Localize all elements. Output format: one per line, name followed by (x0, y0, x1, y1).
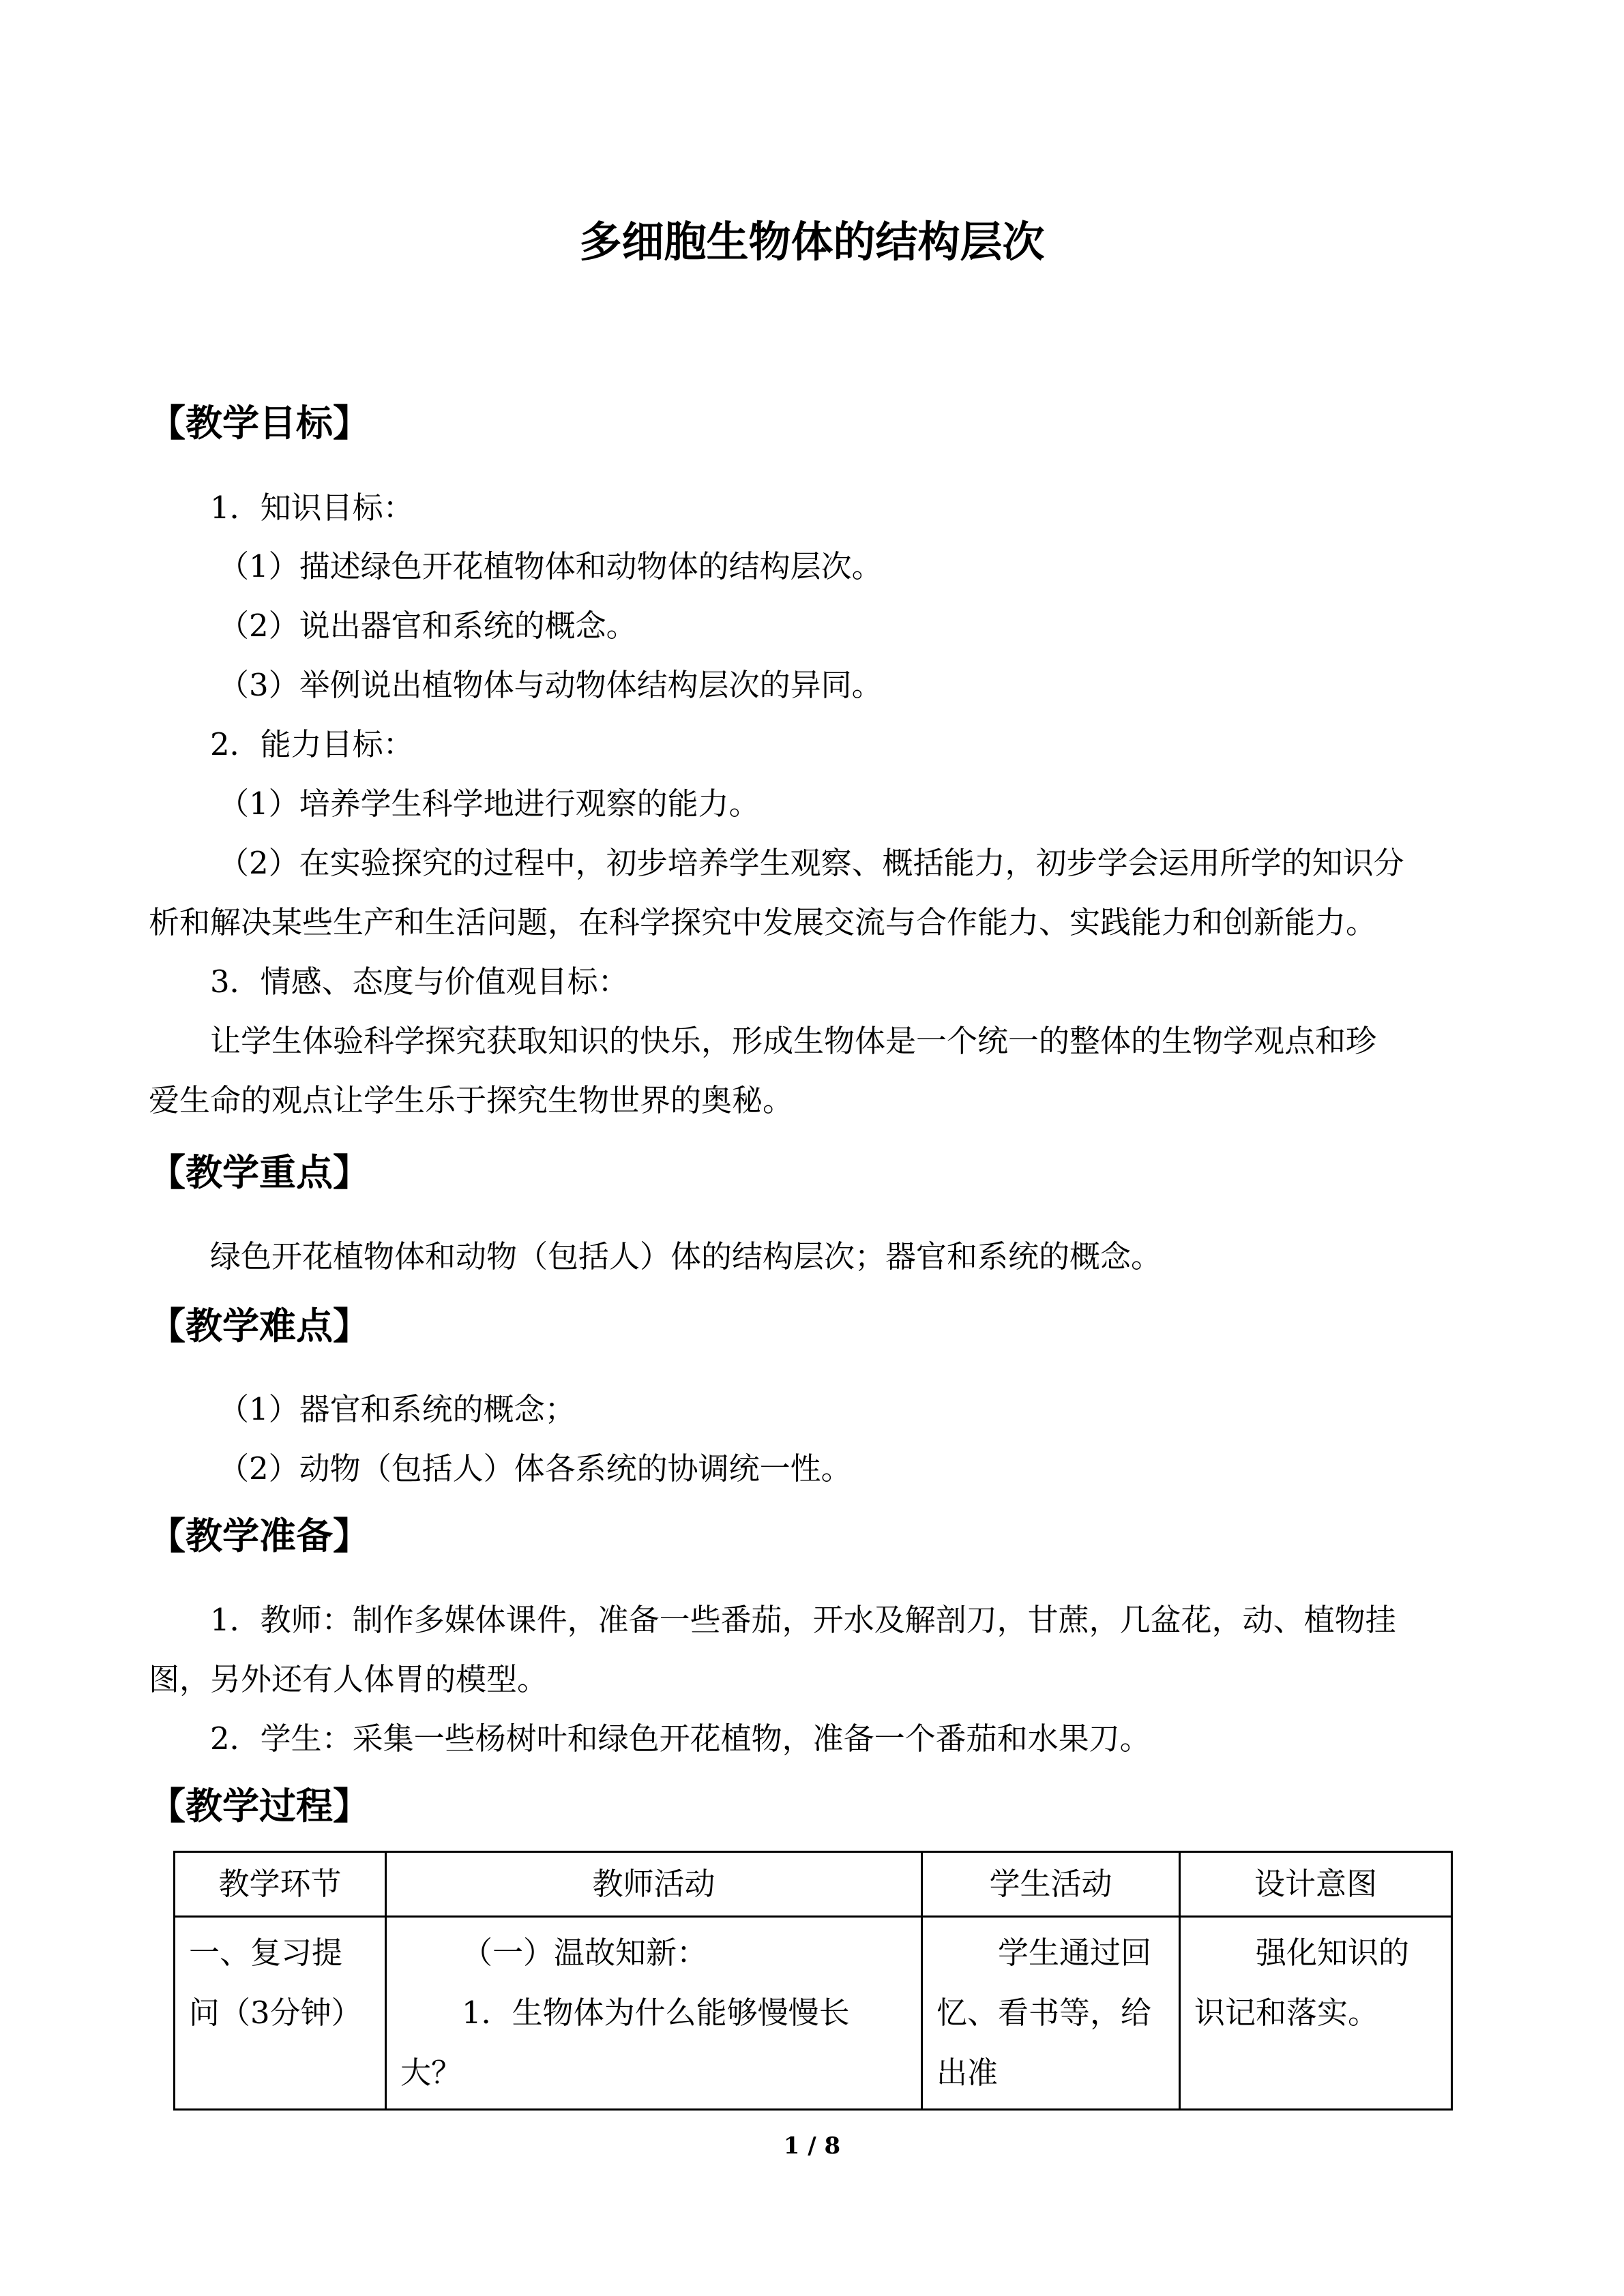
ability-goal-2-line2: 析和解决某些生产和生活问题，在科学探究中发展交流与合作能力、实践能力和创新能力。 (149, 904, 1377, 940)
preparation-teacher-line2: 图，另外还有人体胃的模型。 (149, 1661, 548, 1697)
heading-objectives: 【教学目标】 (149, 402, 370, 445)
emotion-goal-title: 3．情感、态度与价值观目标： (210, 964, 629, 1000)
cell-student-activity (922, 1917, 1180, 2110)
page-number: 1 / 8 (783, 2132, 841, 2160)
cell-teacher-activity (386, 1917, 922, 2110)
page-title: 多细胞生物体的结构层次 (579, 217, 1045, 267)
header-teacher-activity: 教师活动 (386, 1852, 922, 1917)
emotion-goal-line1: 让学生体验科学探究获取知识的快乐，形成生物体是一个统一的整体的生物学观点和珍 (210, 1023, 1377, 1059)
heading-preparation: 【教学准备】 (149, 1515, 370, 1557)
stage-text: 一、复习提问（3分钟） (189, 1935, 362, 2031)
difficulty-1: （1）器官和系统的概念； (218, 1391, 576, 1427)
table-header-row (175, 1852, 1452, 1917)
ability-goal-2-line1: （2）在实验探究的过程中，初步培养学生观察、概括能力，初步学会运用所学的知识分 (218, 845, 1404, 881)
heading-difficulties: 【教学难点】 (149, 1304, 370, 1347)
header-student-activity: 学生活动 (922, 1852, 1180, 1917)
cell-stage (175, 1917, 386, 2110)
preparation-teacher-line1: 1．教师：制作多媒体课件，准备一些番茄，开水及解剖刀，甘蔗，几盆花，动、植物挂 (210, 1602, 1396, 1638)
teacher-activity-line2: 1．生物体为什么能够慢慢长大？ (400, 1995, 850, 2091)
table-row (175, 1917, 1452, 2110)
design-intent-text: 强化知识的识记和落实。 (1194, 1935, 1410, 2031)
knowledge-goal-title: 1．知识目标： (210, 490, 414, 526)
difficulty-2: （2）动物（包括人）体各系统的协调统一性。 (218, 1450, 852, 1487)
key-points-text: 绿色开花植物体和动物（包括人）体的结构层次；器官和系统的概念。 (210, 1238, 1162, 1274)
knowledge-goal-1: （1）描述绿色开花植物体和动物体的结构层次。 (218, 548, 883, 584)
header-stage: 教学环节 (175, 1852, 386, 1917)
teacher-activity-line1: （一）温故知新： (462, 1935, 708, 1971)
student-activity-text: 学生通过回忆、看书等，给出准 (936, 1935, 1152, 2091)
heading-process: 【教学过程】 (149, 1785, 370, 1828)
emotion-goal-line2: 爱生命的观点让学生乐于探究生物世界的奥秘。 (149, 1082, 794, 1118)
ability-goal-title: 2．能力目标： (210, 726, 414, 762)
ability-goal-1: （1）培养学生科学地进行观察的能力。 (218, 786, 760, 822)
header-design-intent: 设计意图 (1180, 1852, 1452, 1917)
preparation-student: 2．学生：采集一些杨树叶和绿色开花植物，准备一个番茄和水果刀。 (210, 1720, 1151, 1757)
knowledge-goal-2: （2）说出器官和系统的概念。 (218, 608, 637, 644)
heading-key-points: 【教学重点】 (149, 1151, 370, 1194)
process-table (173, 1851, 1453, 2111)
knowledge-goal-3: （3）举例说出植物体与动物体结构层次的异同。 (218, 667, 883, 703)
cell-design-intent (1180, 1917, 1452, 2110)
